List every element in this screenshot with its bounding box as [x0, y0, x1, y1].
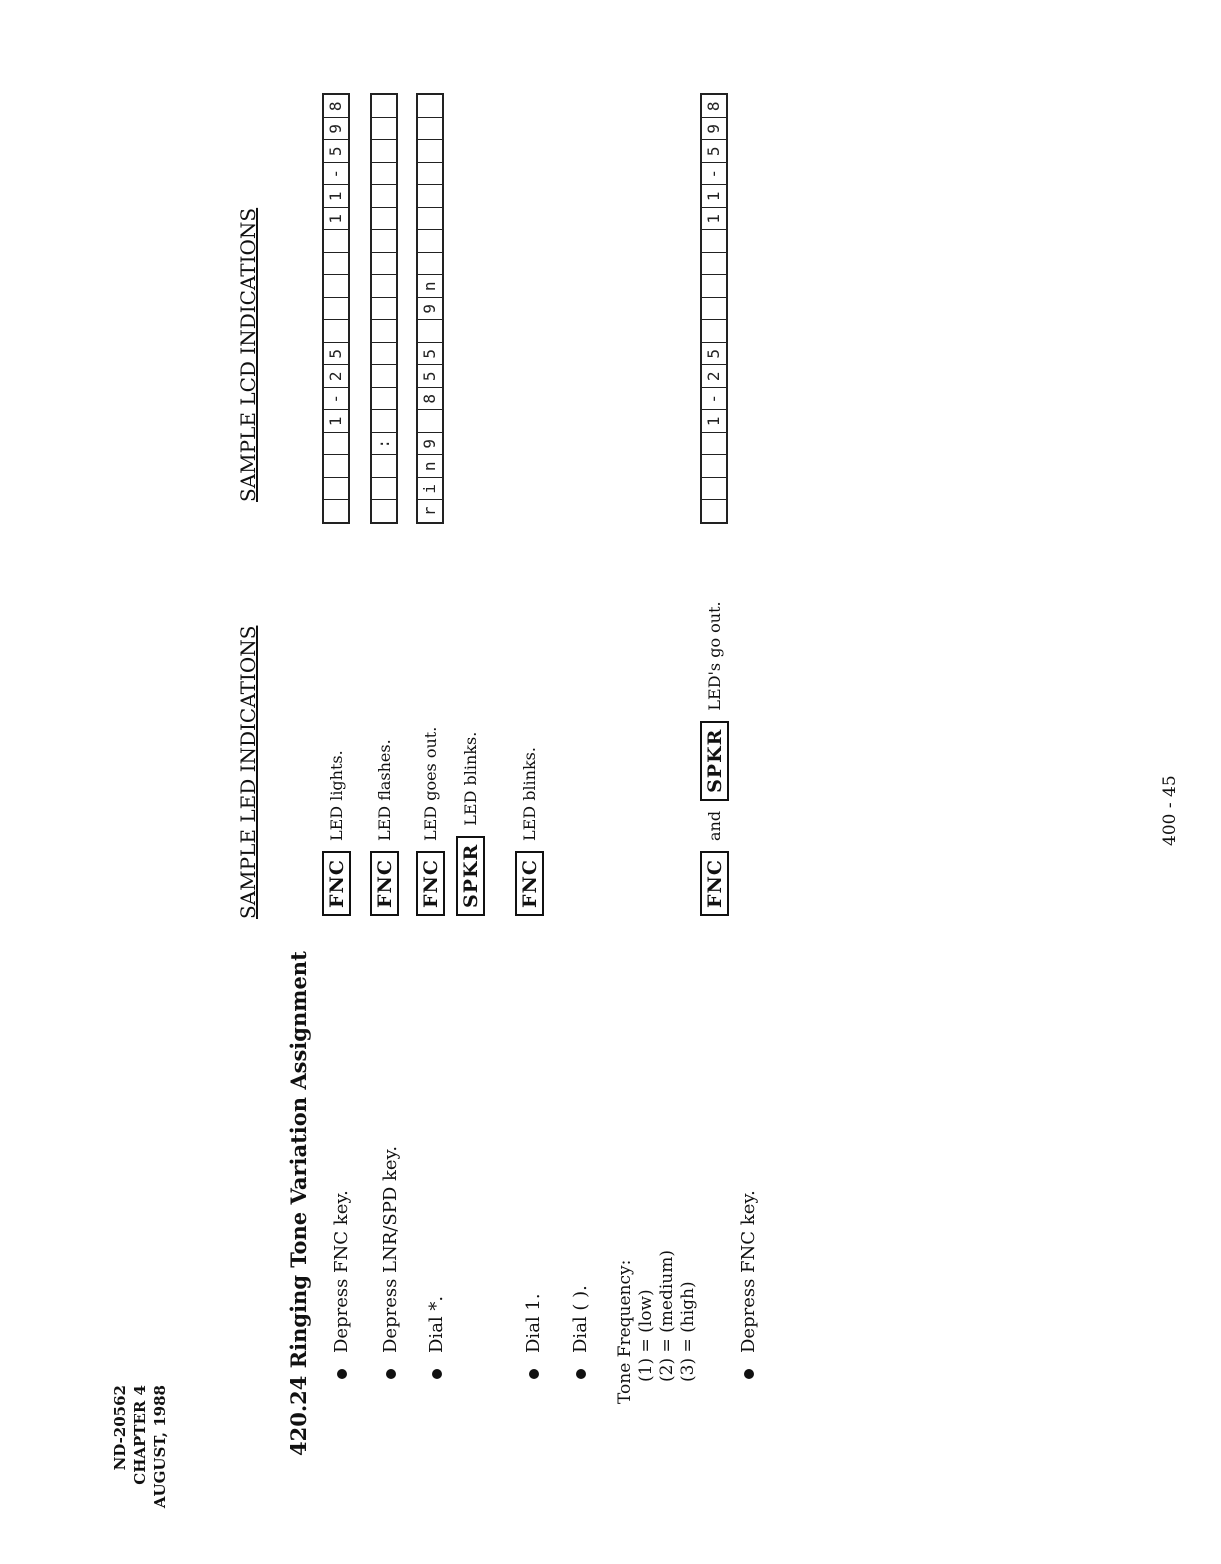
lcd-cell: 5	[324, 140, 348, 163]
lcd-cell	[372, 455, 396, 478]
lcd-cell	[372, 96, 396, 118]
lcd-cell	[372, 252, 396, 275]
lcd-heading: SAMPLE LCD INDICATIONS	[236, 207, 260, 502]
lcd-cell: 1	[702, 410, 726, 433]
spkr-key: SPKR	[700, 721, 729, 801]
lcd-cell: 5	[702, 140, 726, 163]
lcd-cell	[324, 500, 348, 523]
lcd-cell	[324, 297, 348, 320]
led-indication-2: FNC LED flashes.	[370, 739, 399, 916]
lcd-cell: -	[702, 162, 726, 185]
lcd-cell: 5	[418, 342, 442, 365]
led-indication-4: SPKR LED blinks.	[456, 732, 485, 916]
lcd-cell: r	[418, 500, 442, 523]
lcd-cell: :	[372, 432, 396, 455]
lcd-cell	[372, 275, 396, 298]
bullet-icon	[576, 1369, 586, 1379]
lcd-cell: 9	[324, 117, 348, 140]
lcd-cell	[372, 140, 396, 163]
lcd-cell: 8	[704, 101, 723, 112]
led-indication-6: FNC and SPKR LED's go out.	[700, 601, 729, 916]
lcd-cell: 2	[324, 365, 348, 388]
lcd-cell	[324, 275, 348, 298]
section-title	[286, 951, 311, 1456]
lcd-cell	[418, 320, 442, 343]
step-1: Depress FNC key.	[331, 1190, 352, 1379]
lcd-cell: 5	[324, 342, 348, 365]
lcd-cell	[702, 500, 726, 523]
tone-option-low: (1) = (low)	[636, 1289, 656, 1382]
doc-number: ND-20562	[111, 1385, 129, 1471]
bullet-icon	[744, 1369, 754, 1379]
lcd-cell	[418, 162, 442, 185]
lcd-cell	[372, 500, 396, 523]
led-indication-1: FNC LED lights.	[322, 750, 351, 916]
lcd-cell: 8	[418, 387, 442, 410]
bullet-icon	[337, 1369, 347, 1379]
lcd-cell	[372, 117, 396, 140]
bullet-icon	[529, 1369, 539, 1379]
lcd-cell	[372, 207, 396, 230]
lcd-cell: -	[324, 162, 348, 185]
lcd-cell: n	[418, 275, 442, 298]
lcd-cell: -	[324, 387, 348, 410]
lcd-cell: 1	[702, 185, 726, 208]
lcd-cell	[372, 185, 396, 208]
lcd-cell: 1	[324, 410, 348, 433]
lcd-cell	[418, 252, 442, 275]
lcd-cell	[324, 320, 348, 343]
lcd-cell: 9	[418, 432, 442, 455]
step-3: Dial *.	[426, 1296, 447, 1379]
lcd-row-4	[700, 94, 728, 525]
lcd-cell	[702, 477, 726, 500]
tone-frequency-label: Tone Frequency:	[615, 1259, 635, 1404]
lcd-cell	[702, 275, 726, 298]
tone-frequency	[615, 1250, 699, 1404]
led-indication-3: FNC LED goes out.	[416, 727, 445, 916]
spkr-key: SPKR	[456, 836, 485, 916]
lcd-cell: 1	[324, 185, 348, 208]
lcd-cell: i	[418, 477, 442, 500]
lcd-cell	[372, 387, 396, 410]
fnc-key: FNC	[322, 851, 351, 916]
lcd-cell	[418, 117, 442, 140]
lcd-cell	[372, 162, 396, 185]
lcd-cell	[372, 297, 396, 320]
step-4: Dial 1.	[523, 1293, 544, 1379]
lcd-cell: 9	[702, 117, 726, 140]
lcd-cell	[702, 252, 726, 275]
lcd-cell	[702, 455, 726, 478]
lcd-cell: 2	[702, 365, 726, 388]
lcd-row-1	[322, 94, 350, 525]
step-6: Depress FNC key.	[738, 1190, 759, 1379]
doc-date: AUGUST, 1988	[151, 1385, 169, 1509]
led-heading: SAMPLE LED INDICATIONS	[236, 625, 260, 919]
tone-option-medium: (2) = (medium)	[657, 1250, 677, 1382]
lcd-cell	[418, 185, 442, 208]
lcd-cell	[372, 477, 396, 500]
section-name: Ringing Tone Variation Assignment	[286, 951, 311, 1369]
lcd-cell	[324, 477, 348, 500]
lcd-row-3	[416, 94, 444, 525]
page-number: 400 - 45	[1160, 775, 1180, 846]
fnc-key: FNC	[515, 851, 544, 916]
lcd-cell: 8	[326, 101, 345, 112]
lcd-cell: 1	[702, 207, 726, 230]
lcd-cell	[324, 432, 348, 455]
lcd-cell: n	[418, 455, 442, 478]
lcd-cell	[324, 455, 348, 478]
lcd-cell: 5	[418, 365, 442, 388]
lcd-cell: 9	[418, 297, 442, 320]
fnc-key: FNC	[370, 851, 399, 916]
lcd-cell	[372, 365, 396, 388]
chapter-label: CHAPTER 4	[131, 1385, 149, 1485]
step-5: Dial ( ).	[570, 1285, 591, 1379]
lcd-cell: -	[702, 387, 726, 410]
tone-option-high: (3) = (high)	[678, 1281, 698, 1382]
lcd-cell	[702, 320, 726, 343]
fnc-key: FNC	[700, 851, 729, 916]
led-indication-5: FNC LED blinks.	[515, 747, 544, 916]
lcd-cell	[372, 320, 396, 343]
lcd-cell	[372, 342, 396, 365]
lcd-cell	[418, 230, 442, 253]
step-2: Depress LNR/SPD key.	[380, 1146, 401, 1379]
lcd-cell	[418, 207, 442, 230]
lcd-cell	[702, 297, 726, 320]
lcd-cell	[372, 410, 396, 433]
lcd-cell: 5	[702, 342, 726, 365]
lcd-row-2	[370, 94, 398, 525]
lcd-cell	[418, 410, 442, 433]
bullet-icon	[386, 1369, 396, 1379]
bullet-icon	[432, 1369, 442, 1379]
lcd-cell	[702, 432, 726, 455]
lcd-cell	[702, 230, 726, 253]
fnc-key: FNC	[416, 851, 445, 916]
lcd-cell	[418, 140, 442, 163]
section-number: 420.24	[286, 1375, 311, 1456]
lcd-cell	[324, 252, 348, 275]
doc-header	[110, 1385, 170, 1508]
lcd-cell	[324, 230, 348, 253]
lcd-cell: 1	[324, 207, 348, 230]
lcd-cell	[418, 96, 442, 118]
lcd-cell	[372, 230, 396, 253]
